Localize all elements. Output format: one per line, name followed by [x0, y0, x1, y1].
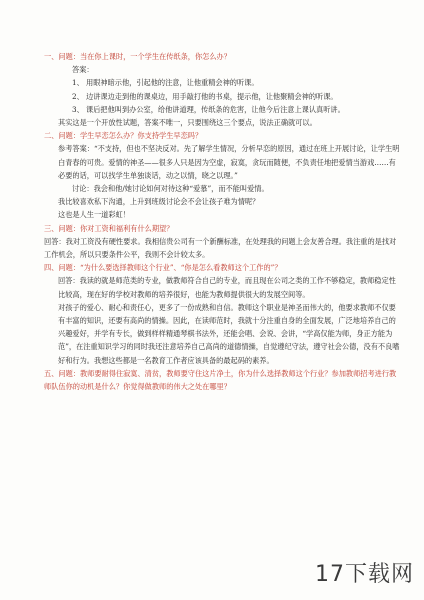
question-heading: 五、问题：教师要耐得住寂寞、清贫，教师要守住这片净土，你为什么选择教师这个行业？参加教师招考进行教师队伍你的动机是什么？你觉得做教师的伟大之处在哪里？ — [44, 368, 397, 392]
paragraph-text: 这也是人生一道彩虹！ — [58, 210, 130, 220]
paragraph-text: 讨论：我会和他/她讨论如何对待这种“爱慕”，而不能叫爱情。 — [72, 184, 269, 194]
question-heading: 三、问题：你对工资和福利有什么期望？ — [44, 223, 174, 233]
paragraph-text: 回答：我对工资没有硬性要求。我相信贵公司有一个新酬标准，在处理我的问题上会友善合理。我注重的是找对工作机会，所以只要条件公平，我则不会计较太多。 — [44, 236, 397, 260]
paragraph-text: 回答：我读的就是师范类的专业，做教师符合自己的专业，而且现在公司之类的工作不够稳定，教师稳定性比较高，现在好的学校对教师的培养很好，也能为教师提供很大的发展空间等。 — [58, 276, 396, 299]
question-heading: 四、问题：“为什么要选择教师这个行业”、“你是怎么看教师这个工作的”？ — [44, 263, 282, 273]
paragraph-text: 答案： — [72, 65, 94, 75]
document-body — [44, 50, 400, 393]
site-watermark: 17下载网 — [315, 562, 414, 587]
paragraph-text: 其实这是一个开放性试题，答案不唯一，只要围绕这三个要点，说法正确就可以。 — [58, 118, 317, 128]
question-heading: 二、问题：学生早恋怎么办？你支持学生早恋吗？ — [44, 131, 203, 141]
paragraph-text: 我比较喜欢私下沟通，上升到班级讨论会不会让孩子难为情呢？ — [58, 197, 260, 207]
paragraph-text: 3、 课后把他叫到办公室，给他讲道理，传纸条的危害，让他今后注意上课认真听讲。 — [72, 104, 345, 114]
question-heading: 一、问题：当在你上课时，一个学生在传纸条，你怎么办？ — [44, 52, 231, 61]
paragraph-text: 参考答案：“不支持，但也不坚决反对。先了解学生情况，分析早恋的原因，通过在班上开展讨论，让学生明白青春的可贵。爱情的神圣——很多人只是因为空虚，寂寞，贪玩而随便，不负责任地把爱情当游戏……有必要的话，可以找学生单独谈话，动之以情，晓之以理。” — [58, 144, 400, 180]
paragraph-text: 2、 边讲课边走到他的课桌边，用手敲打他的书桌，提示他，让他聚精会神的听课。 — [72, 91, 338, 101]
paragraph-text: 1、 用眼神暗示他，引起他的注意，让他重精会神的听课。 — [72, 78, 259, 88]
paragraph-text: 对孩子的爱心、耐心和责任心，更多了一份成熟和自信。教师这个职业是神圣而伟大的，他要求教师不仅要有丰富的知识，还要有高尚的情操。因此，在读师范时，我就十分注重自身的全面发展，广泛地培养自己的兴趣爱好，并学有专长，做到样样精通琴棋书法外，还能会唱、会说、会讲，“学高仅能为师，身正方能为范”，在注重知识学习的同时我还注意培养自己高尚的道德情操，自觉遵纪守法，遵守社会公德，没有不良嗜好和行为。我想这些都是一名教育工作者应该具备的最起码的素养。 — [58, 302, 400, 365]
